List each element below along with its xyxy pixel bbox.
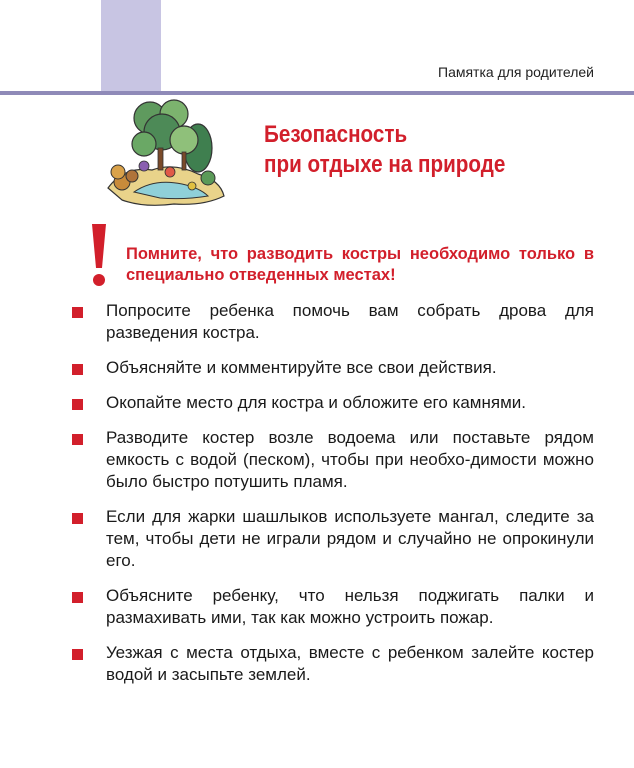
decorative-lavender-bar xyxy=(101,0,161,92)
list-item-text: Уезжая с места отдыха, вместе с ребенком залейте костер водой и засыпьте землей. xyxy=(106,643,594,684)
list-item xyxy=(72,642,594,686)
square-bullet-icon xyxy=(72,399,83,410)
list-item-text: Окопайте место для костра и обложите его камнями. xyxy=(106,393,526,412)
warning-text: Помните, что разводить костры необходимо только в специально отведенных местах! xyxy=(126,245,594,284)
list-item-text: Если для жарки шашлыков используете мангал, следите за тем, чтобы дети не играли рядом и случайно не опрокинули его. xyxy=(106,507,594,570)
page-title xyxy=(264,120,505,180)
list-item-text: Объясняйте и комментируйте все свои действия. xyxy=(106,358,497,377)
list-item-text: Попросите ребенка помочь вам собрать дрова для разведения костра. xyxy=(106,301,594,342)
square-bullet-icon xyxy=(72,513,83,524)
title-line-2: при отдыхе на природе xyxy=(264,151,506,178)
list-item xyxy=(72,392,594,414)
list-item-text: Объясните ребенку, что нельзя поджигать палки и размахивать ими, так как можно устроить пожар. xyxy=(106,586,594,627)
list-item xyxy=(72,357,594,379)
tips-list xyxy=(72,300,594,699)
list-item xyxy=(72,585,594,629)
list-item-text: Разводите костер возле водоема или поставьте рядом емкость с водой (песком), чтобы при необхо-димости можно было быстро потушить пламя. xyxy=(106,428,594,491)
exclamation-icon xyxy=(88,222,110,288)
square-bullet-icon xyxy=(72,592,83,603)
square-bullet-icon xyxy=(72,434,83,445)
square-bullet-icon xyxy=(72,364,83,375)
header-rule xyxy=(0,91,634,95)
list-item xyxy=(72,427,594,493)
list-item xyxy=(72,506,594,572)
header-label: Памятка для родителей xyxy=(438,64,594,80)
title-line-1: Безопасность xyxy=(264,121,408,148)
square-bullet-icon xyxy=(72,307,83,318)
square-bullet-icon xyxy=(72,649,83,660)
list-item xyxy=(72,300,594,344)
forest-landscape-icon xyxy=(104,96,228,210)
